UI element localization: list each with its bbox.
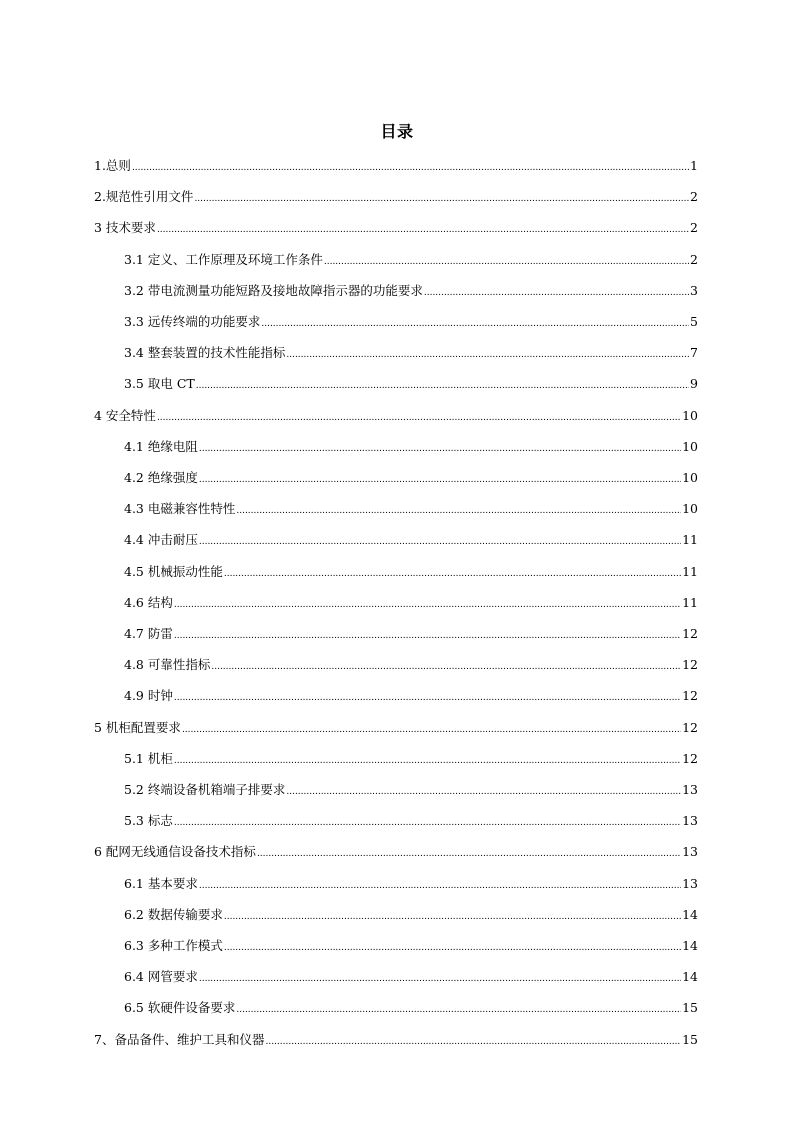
toc-entry-page-number: 15 [682,1000,698,1016]
toc-entry[interactable] [0,1030,794,1050]
toc-entry[interactable] [0,749,794,769]
toc-entry[interactable] [0,842,794,862]
toc-entry-page-number: 11 [682,532,698,548]
toc-dot-leader [182,720,681,740]
toc-entry[interactable] [0,998,794,1018]
toc-entry[interactable] [0,718,794,738]
toc-entry-page-number: 10 [682,407,698,423]
toc-entry[interactable] [0,406,794,426]
toc-entry[interactable] [0,218,794,238]
toc-dot-leader [424,283,689,303]
toc-entry[interactable] [0,562,794,582]
toc-entry-label: 5.1 机柜 [124,750,173,766]
toc-dot-leader [236,501,681,521]
toc-entry-label: 4.3 电磁兼容性特性 [124,501,236,517]
toc-entry-label: 7、备品备件、维护工具和仪器 [94,1031,265,1047]
toc-entry-page-number: 11 [682,594,698,610]
toc-dot-leader [236,1000,681,1020]
toc-entry[interactable] [0,874,794,894]
toc-entry-label: 5 机柜配置要求 [94,719,181,735]
toc-dot-leader [174,595,681,615]
toc-entry[interactable] [0,655,794,675]
toc-entry-label: 4.4 冲击耐压 [124,532,198,548]
toc-title: 目录 [380,122,414,141]
toc-dot-leader [194,189,689,209]
toc-entry-page-number: 12 [682,626,698,641]
toc-entry-label: 6.4 网管要求 [124,969,198,985]
toc-entry-page-number: 11 [682,563,698,579]
toc-entry[interactable] [0,499,794,519]
toc-entry-page-number: 7 [690,345,698,361]
toc-entry-label: 6.1 基本要求 [124,875,198,891]
toc-entry[interactable] [0,374,794,394]
toc-entry-label: 2.规范性引用文件 [94,189,194,205]
toc-entry-label: 4.1 绝缘电阻 [124,438,198,454]
toc-entry-page-number: 13 [682,782,698,797]
toc-dot-leader [286,345,689,365]
toc-entry-page-number: 5 [690,314,698,329]
toc-dot-leader [132,158,689,178]
toc-entry-label: 3.2 带电流测量功能短路及接地故障指示器的功能要求 [124,282,423,298]
toc-dot-leader [199,969,681,989]
toc-entry-label: 4 安全特性 [94,407,156,423]
toc-dot-leader [196,376,689,396]
toc-entry-label: 6.2 数据传输要求 [124,906,223,922]
toc-entry[interactable] [0,312,794,332]
toc-entry-page-number: 12 [682,657,698,673]
toc-dot-leader [157,408,681,428]
toc-entry-page-number: 9 [690,376,698,392]
toc-entry-label: 4.2 绝缘强度 [124,470,198,485]
toc-entry-page-number: 12 [682,719,698,735]
toc-entry[interactable] [0,967,794,987]
toc-dot-leader [265,1032,681,1052]
toc-entry-label: 3.4 整套装置的技术性能指标 [124,345,286,361]
toc-entry[interactable] [0,905,794,925]
toc-entry-page-number: 13 [682,813,698,829]
toc-dot-leader [174,688,681,708]
toc-entry-page-number: 12 [682,750,698,766]
toc-dot-leader [211,657,681,677]
toc-dot-leader [286,782,681,802]
toc-entry[interactable] [0,686,794,706]
toc-entry-label: 4.8 可靠性指标 [124,657,211,673]
toc-entry[interactable] [0,343,794,363]
toc-dot-leader [224,938,681,958]
toc-entry-page-number: 2 [690,189,698,205]
toc-entry-page-number: 3 [690,282,698,298]
toc-entry-label: 6.3 多种工作模式 [124,938,223,953]
toc-entry-label: 1.总则 [94,158,131,173]
toc-entry-page-number: 10 [682,501,698,517]
toc-entry-page-number: 12 [682,688,698,704]
toc-dot-leader [261,314,689,334]
toc-entry[interactable] [0,593,794,613]
toc-entry[interactable] [0,281,794,301]
toc-dot-leader [224,564,681,584]
toc-entry-page-number: 2 [690,251,698,267]
toc-entry[interactable] [0,811,794,831]
toc-entry-label: 6 配网无线通信设备技术指标 [94,844,256,860]
toc-entry[interactable] [0,250,794,270]
toc-entry-page-number: 10 [682,470,698,485]
toc-entry[interactable] [0,187,794,207]
toc-dot-leader [174,751,681,771]
toc-entry-label: 5.3 标志 [124,813,173,829]
toc-dot-leader [199,470,681,490]
toc-entry-page-number: 2 [690,220,698,236]
toc-entry-page-number: 1 [690,158,698,173]
toc-entry[interactable] [0,780,794,800]
toc-entry-page-number: 10 [682,438,698,454]
toc-entry[interactable] [0,530,794,550]
toc-entry-page-number: 14 [682,906,698,922]
toc-entry-label: 4.7 防雷 [124,626,173,641]
toc-dot-leader [174,813,681,833]
toc-entry[interactable] [0,624,794,644]
toc-entry[interactable] [0,156,794,176]
toc-entry-label: 3 技术要求 [94,220,156,236]
toc-dot-leader [199,439,681,459]
toc-entry-label: 6.5 软硬件设备要求 [124,1000,236,1016]
toc-dot-leader [157,220,689,240]
toc-dot-leader [199,876,681,896]
toc-entry-label: 3.1 定义、工作原理及环境工作条件 [124,251,323,267]
toc-dot-leader [174,626,681,646]
toc-entry[interactable] [0,437,794,457]
toc-entry-page-number: 13 [682,875,698,891]
toc-entry[interactable] [0,468,794,488]
toc-entry-page-number: 14 [682,938,698,953]
toc-entry-page-number: 13 [682,844,698,860]
toc-dot-leader [324,252,689,272]
toc-entry[interactable] [0,936,794,956]
toc-dot-leader [257,844,681,864]
toc-entry-label: 4.5 机械振动性能 [124,563,223,579]
toc-entry-label: 3.3 远传终端的功能要求 [124,314,261,329]
toc-dot-leader [199,532,681,552]
toc-entry-label: 4.9 时钟 [124,688,173,704]
toc-entry-label: 3.5 取电 CT [124,376,195,392]
toc-entry-label: 5.2 终端设备机箱端子排要求 [124,782,286,797]
toc-entry-page-number: 15 [682,1031,698,1047]
toc-entry-page-number: 14 [682,969,698,985]
toc-entry-label: 4.6 结构 [124,594,173,610]
toc-dot-leader [224,907,681,927]
